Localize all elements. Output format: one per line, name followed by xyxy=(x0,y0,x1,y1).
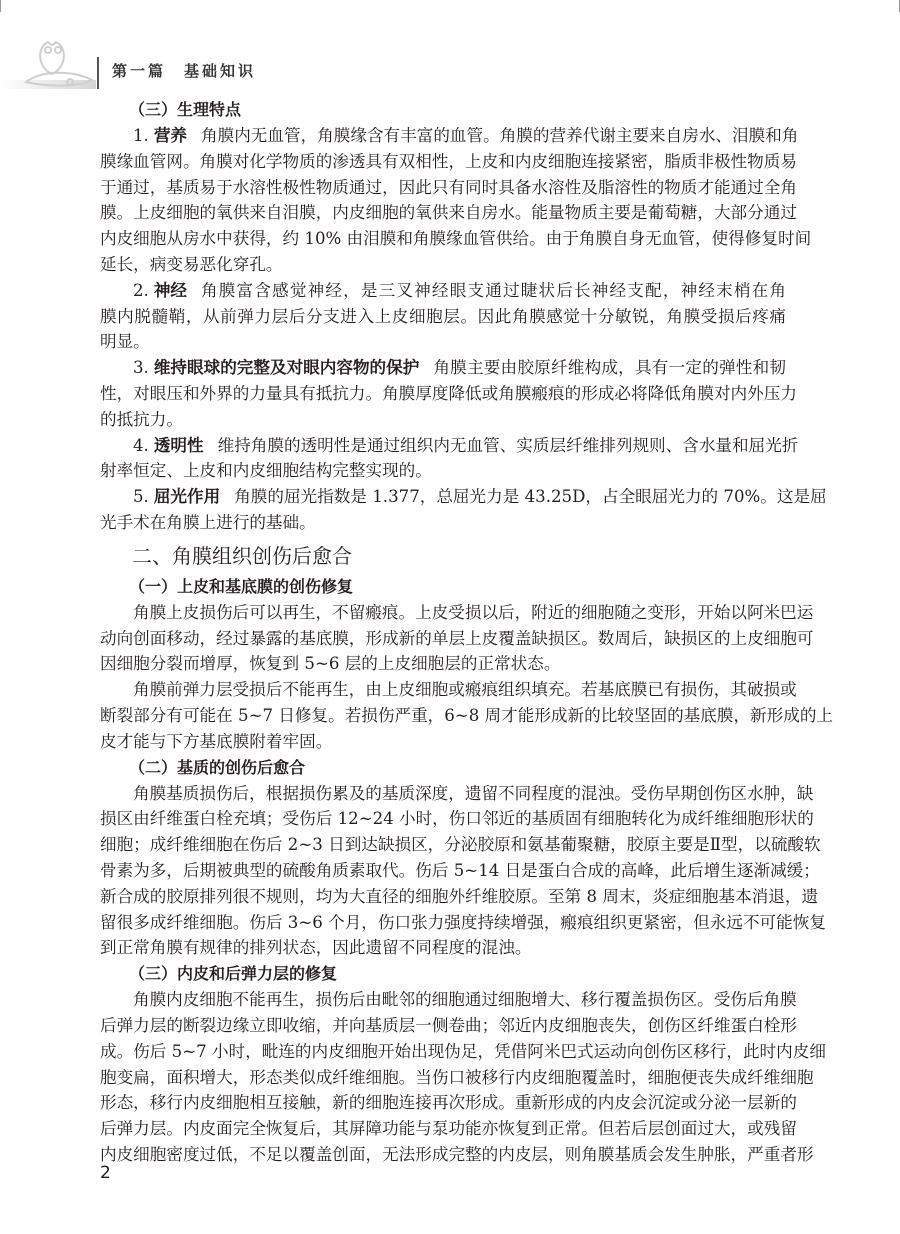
subsection-heading: （三）内皮和后弹力层的修复 xyxy=(129,964,338,984)
item-lead xyxy=(133,355,419,381)
text-line xyxy=(100,278,786,304)
line-text: 角膜的屈光指数是 1.377，总屈光力是 43.25D，占全眼屈光力的 70%。这是屈 xyxy=(234,487,827,507)
text-line: 明显。 xyxy=(100,332,150,352)
page-body xyxy=(100,97,834,1168)
text-line: 膜内脱髓鞘，从前弹力层后分支进入上皮细胞层。因此角膜感觉十分敏锐，角膜受损后疼痛 xyxy=(100,306,786,326)
subsection-heading: （三）生理特点 xyxy=(129,100,242,119)
item-lead xyxy=(133,433,204,459)
text-line xyxy=(100,355,786,381)
text-line: 光手术在角膜上进行的基础。 xyxy=(100,512,316,532)
text-line: 新合成的胶原排列很不规则，均为大直径的细胞外纤维胶原。至第 8 周末，炎症细胞基本消退，遗 xyxy=(100,886,819,906)
item-number: 4. xyxy=(133,435,149,455)
paragraph xyxy=(100,677,834,754)
paragraph xyxy=(100,987,826,1168)
text-line: 胞变扁，面积增大，形态类似成纤维细胞。当伤口被移行内皮细胞覆盖时，细胞便丧失成纤维细胞 xyxy=(100,1067,814,1087)
paragraph xyxy=(100,278,786,355)
text-line: 性，对眼压和外界的力量具有抵抗力。角膜厚度降低或角膜瘢痕的形成必将降低角膜对内外压力 xyxy=(100,383,797,403)
text-line: 角膜前弹力层受损后不能再生，由上皮细胞或瘢痕组织填充。若基底膜已有损伤，其破损或 xyxy=(133,680,797,700)
text-line: 延长，病变易恶化穿孔。 xyxy=(100,254,283,274)
text-line: 角膜内皮细胞不能再生，损伤后由毗邻的细胞通过细胞增大、移行覆盖损伤区。受伤后角膜 xyxy=(133,990,797,1010)
line-text: 角膜内无血管，角膜缘含有丰富的血管。角膜的营养代谢主要来自房水、泪膜和角 xyxy=(201,126,799,145)
item-title: 营养 xyxy=(153,126,188,145)
text-line: 断裂部分有可能在 5~7 日修复。若损伤严重，6~8 周才能形成新的比较坚固的基底膜，新形成的上 xyxy=(100,705,834,725)
text-line: 射率恒定、上皮和内皮细胞结构完整实现的。 xyxy=(100,461,432,481)
text-line: 后弹力层。内皮面完全恢复后，其屏障功能与泵功能亦恢复到正常。但若后层创面过大，或残留 xyxy=(100,1119,797,1139)
running-head: 第一篇 基础知识 xyxy=(112,62,257,80)
text-line: 成。伤后 5~7 小时，毗连的内皮细胞开始出现伪足，凭借阿米巴式运动向创伤区移行，此时内皮细 xyxy=(100,1041,826,1061)
paragraph xyxy=(100,123,812,278)
text-line: 内皮细胞从房水中获得，约 10% 由泪膜和角膜缘血管供给。由于角膜自身无血管，使得修复时间 xyxy=(100,229,812,249)
line-text: 维持角膜的透明性是通过组织内无血管、实质层纤维排列规则、含水量和屈光折 xyxy=(217,435,799,455)
text-line: 骨素为多，后期被典型的硫酸角质素取代。伤后 5~14 日是蛋白合成的高峰，此后增生逐渐减缓； xyxy=(100,860,820,880)
item-title: 维持眼球的完整及对眼内容物的保护 xyxy=(153,358,420,378)
crop-mark xyxy=(0,0,1,12)
text-line xyxy=(100,484,827,510)
text-line: 动向创面移动，经过暴露的基底膜，形成新的单层上皮覆盖缺损区。数周后，缺损区的上皮细胞可 xyxy=(100,628,814,648)
header-divider xyxy=(97,57,99,89)
text-line xyxy=(100,123,799,149)
subsection-heading: （一）上皮和基底膜的创伤修复 xyxy=(129,576,354,596)
line-text: 角膜主要由胶原纤维构成，具有一定的弹性和韧 xyxy=(433,358,786,378)
text-line: 于通过，基质易于水溶性极性物质通过，因此只有同时具备水溶性及脂溶性的物质才能通过全角 xyxy=(100,177,797,197)
subsection-heading: （二）基质的创伤后愈合 xyxy=(129,757,306,777)
text-line: 膜。上皮细胞的氧供来自泪膜，内皮细胞的氧供来自房水。能量物质主要是葡萄糖，大部分通过 xyxy=(100,203,797,223)
paragraph xyxy=(100,484,827,536)
page-number: 2 xyxy=(100,1163,111,1183)
text-line: 到正常角膜有规律的排列状态，因此遗留不同程度的混浊。 xyxy=(100,938,532,958)
text-line: 后弹力层的断裂边缘立即收缩，并向基质层一侧卷曲；邻近内皮细胞丧失，创伤区纤维蛋白栓形 xyxy=(100,1015,797,1035)
item-lead xyxy=(133,278,187,304)
item-title: 屈光作用 xyxy=(153,487,221,507)
paragraph xyxy=(100,781,826,962)
item-lead xyxy=(133,123,187,149)
item-title: 透明性 xyxy=(153,435,204,455)
text-line: 留很多成纤维细胞。伤后 3~6 个月，伤口张力强度持续增强，瘢痕组织更紧密，但永远不可能恢复 xyxy=(100,912,826,932)
text-line: 角膜上皮损伤后可以再生，不留瘢痕。上皮受损以后，附近的细胞随之变形，开始以阿米巴运 xyxy=(133,602,814,622)
item-number: 1. xyxy=(133,126,149,145)
paragraph xyxy=(100,433,799,485)
text-line: 损区由纤维蛋白栓充填；受伤后 12~24 小时，伤口邻近的基质固有细胞转化为成纤维细胞形状的 xyxy=(100,809,814,829)
section-heading: 二、角膜组织创伤后愈合 xyxy=(132,543,352,568)
item-lead xyxy=(133,484,220,510)
text-line: 细胞；成纤维细胞在伤后 2~3 日到达缺损区，分泌胶原和氨基葡聚糖，胶原主要是Ⅱ型，以硫酸软 xyxy=(100,835,821,855)
text-line: 的抵抗力。 xyxy=(100,409,183,429)
item-number: 5. xyxy=(133,487,149,507)
text-line: 皮才能与下方基底膜附着牢固。 xyxy=(100,731,333,751)
paragraph xyxy=(100,355,797,432)
text-line: 内皮细胞密度过低，不足以覆盖创面，无法形成完整的内皮层，则角膜基质会发生肿胀，严重者形 xyxy=(100,1144,814,1164)
paragraph xyxy=(100,600,814,677)
text-line: 膜缘血管网。角膜对化学物质的渗透具有双相性，上皮和内皮细胞连接紧密，脂质非极性物质易 xyxy=(100,151,797,171)
text-line xyxy=(100,433,799,459)
text-line: 形态，移行内皮细胞相互接触，新的细胞连接再次形成。重新形成的内皮会沉淀或分泌一层新的 xyxy=(100,1093,797,1113)
line-text: 角膜富含感觉神经，是三叉神经眼支通过睫状后长神经支配，神经末梢在角 xyxy=(201,280,786,300)
text-line: 因细胞分裂而增厚，恢复到 5~6 层的上皮细胞层的正常状态。 xyxy=(100,654,561,674)
text-line: 角膜基质损伤后，根据损伤累及的基质深度，遗留不同程度的混浊。受伤早期创伤区水肿，缺 xyxy=(133,783,814,803)
book-logo-icon xyxy=(22,34,98,90)
item-number: 3. xyxy=(133,358,149,378)
item-title: 神经 xyxy=(153,280,188,300)
item-number: 2. xyxy=(133,280,149,300)
